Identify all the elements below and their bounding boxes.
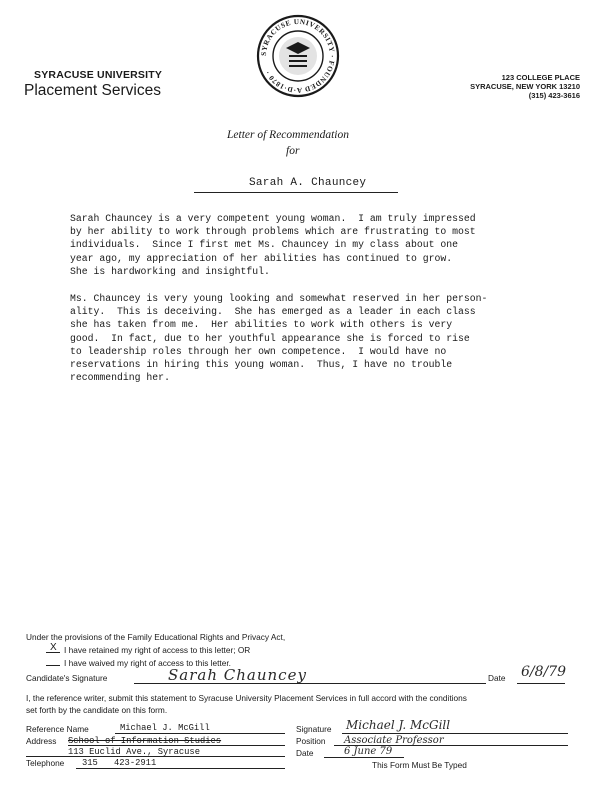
submission-statement-line2: set forth by the candidate on this form.	[26, 705, 168, 715]
address-line	[68, 745, 285, 746]
reference-name-label: Reference Name	[26, 724, 89, 734]
letterhead-department: Placement Services	[24, 82, 161, 99]
candidate-name-underline	[194, 192, 398, 193]
telephone-area-code[interactable]: 315	[82, 758, 98, 768]
reference-signature-label: Signature	[296, 724, 332, 734]
telephone-label: Telephone	[26, 758, 65, 768]
reference-signature-handwriting: Michael J. McGill	[346, 718, 451, 732]
typed-form-notice: This Form Must Be Typed	[372, 760, 467, 770]
telephone-line	[76, 768, 285, 769]
reference-date-line	[324, 757, 404, 758]
reference-name-line	[115, 733, 285, 734]
letter-title: Letter of Recommendation	[227, 129, 350, 141]
reference-signature-line	[342, 733, 568, 734]
letterhead-address-city: SYRACUSE, NEW YORK 13210	[470, 82, 580, 91]
candidate-signature-label: Candidate's Signature	[26, 673, 108, 683]
candidate-signature-handwriting: Sarah Chauncey	[168, 666, 307, 684]
address-value-line2[interactable]: 113 Euclid Ave., Syracuse	[68, 747, 200, 757]
candidate-date-label: Date	[488, 673, 506, 683]
address-value-line1[interactable]: School of Information Studies	[68, 736, 222, 746]
waived-option-label: I have waived my right of access to this letter.	[64, 658, 231, 668]
position-label: Position	[296, 736, 326, 746]
letterhead-phone: (315) 423-3616	[528, 91, 580, 100]
letterhead-address-street: 123 COLLEGE PLACE	[501, 73, 580, 82]
candidate-name: Sarah A. Chauncey	[249, 177, 367, 189]
candidate-date-handwriting: 6/8/79	[521, 664, 567, 680]
address-label: Address	[26, 736, 57, 746]
telephone-number[interactable]: 423-2911	[114, 758, 157, 768]
svg-text:SYRACUSE UNIVERSITY · FOUNDED: SYRACUSE UNIVERSITY · FOUNDED A·D·1870 ·	[259, 17, 337, 95]
retained-option-label: I have retained my right of access to this letter; OR	[64, 645, 251, 655]
retained-blank	[46, 652, 60, 653]
retained-option[interactable]	[46, 645, 250, 655]
letterhead-org-name: SYRACUSE UNIVERSITY	[34, 69, 163, 81]
ferpa-notice: Under the provisions of the Family Educational Rights and Privacy Act,	[26, 632, 286, 642]
university-seal-logo	[256, 14, 340, 98]
address-line-2	[26, 756, 285, 757]
body-paragraph-1: Sarah Chauncey is a very competent young woman. I am truly impressed by her ability to work through problems which are frustrating to most individuals. Since I first met Ms. Chauncey in my class about one year ago, my appreciation of her abilities has continued to grow. She is hardworking and insightful.	[70, 213, 476, 277]
letter-title-for: for	[286, 145, 300, 157]
reference-date-label: Date	[296, 748, 314, 758]
waived-blank	[46, 665, 60, 666]
reference-position-handwriting[interactable]: Associate Professor	[344, 735, 444, 746]
submission-statement-line1: I, the reference writer, submit this statement to Syracuse University Placement Services in full accord with the conditions	[26, 693, 467, 703]
retained-checkmark: X	[50, 642, 57, 653]
reference-name-value[interactable]: Michael J. McGill	[120, 723, 210, 733]
reference-date-handwriting[interactable]: 6 June 79	[344, 746, 393, 757]
candidate-date-line	[517, 683, 565, 684]
body-paragraph-2: Ms. Chauncey is very young looking and somewhat reserved in her person- ality. This is deceiving. She has emerged as a leader in each class she has taken from me. Her abilities to work with others is very good. In fact, due to her youthful appearance she is forced to rise to leadership roles through her own competence. I would have no reservations in hiring this young woman. Thus, I have no trouble recommending her.	[70, 293, 488, 384]
